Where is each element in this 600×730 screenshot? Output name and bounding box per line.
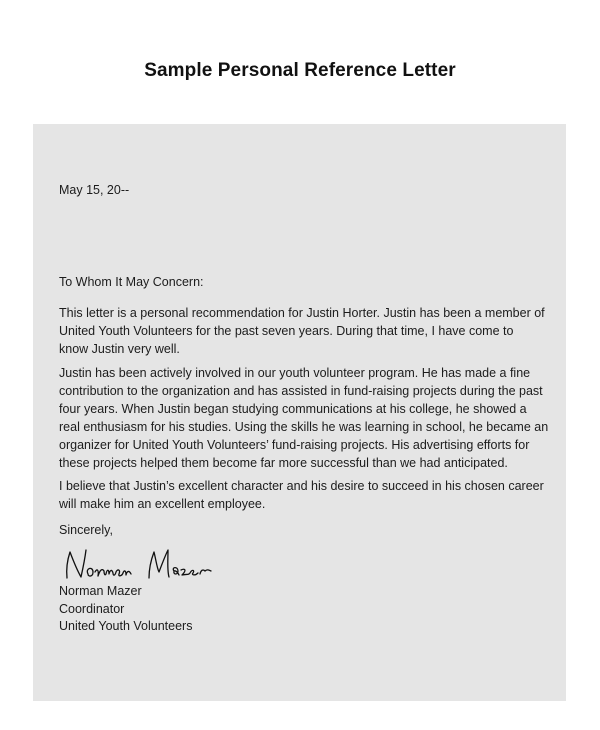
letter-panel (33, 124, 566, 701)
signer-name: Norman Mazer (59, 584, 142, 598)
letter-paragraph-3: I believe that Justin’s excellent character and his desire to succeed in his chosen career will make him an excellent employee. (59, 479, 544, 511)
letter-salutation: To Whom It May Concern: (59, 275, 204, 289)
signer-organization: United Youth Volunteers (59, 619, 193, 633)
letter-closing: Sincerely, (59, 523, 113, 537)
document-title: Sample Personal Reference Letter (144, 60, 456, 81)
signer-block (59, 583, 192, 636)
letter-date: May 15, 20-- (59, 183, 130, 197)
signer-title: Coordinator (59, 601, 125, 616)
letter-paragraph-2: Justin has been actively involved in our youth volunteer program. He has made a fine contribution to the organization and has assisted in fund-raising projects during the past four years. When Justin began studying communications at his college, he showed a real enthusiasm for his studies. Using the skills he was learning in school, he became an organizer for United Youth Volunteers’ fund-raising projects. His advertising efforts for these projects helped them become far more successful than we had anticipated. (59, 366, 549, 470)
letter-paragraph-1: This letter is a personal recommendation for Justin Horter. Justin has been a member of United Youth Volunteers for the past seven years. During that time, I have come to know Justin very well. (59, 306, 545, 356)
